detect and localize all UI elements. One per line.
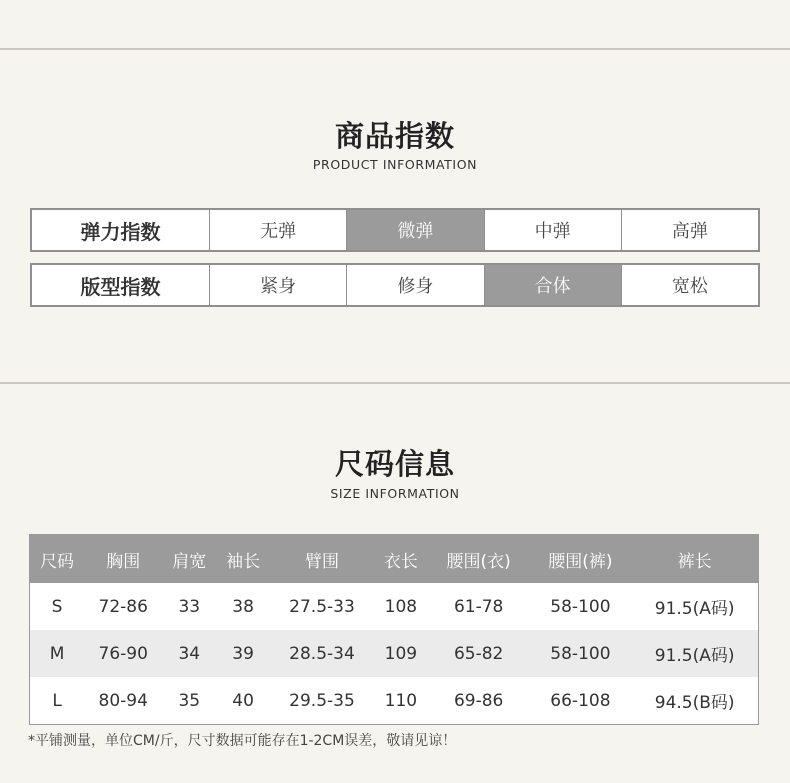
product-index-subtitle: PRODUCT INFORMATION: [312, 157, 478, 172]
size-info-title: 尺码信息: [334, 447, 455, 481]
fit-option-slim: 修身: [347, 265, 484, 305]
table-cell: 72-86: [84, 583, 162, 630]
table-cell: 39: [216, 630, 270, 677]
top-divider: [0, 48, 790, 50]
table-cell: 69-86: [428, 677, 530, 725]
header-length: 衣长: [374, 535, 428, 584]
elasticity-index-row: [30, 208, 760, 252]
table-cell: 66-108: [530, 677, 632, 725]
table-cell: 94.5(B码): [631, 677, 758, 725]
table-cell: 91.5(A码): [631, 630, 758, 677]
size-table-header-row: [30, 535, 759, 584]
table-row: [30, 583, 759, 630]
table-cell: 65-82: [428, 630, 530, 677]
table-cell: 28.5-34: [270, 630, 374, 677]
table-cell: S: [30, 583, 85, 630]
table-cell: 34: [162, 630, 216, 677]
header-waist-top: 腰围(衣): [428, 535, 530, 584]
table-row: [30, 677, 759, 725]
table-cell: 29.5-35: [270, 677, 374, 725]
header-chest: 胸围: [84, 535, 162, 584]
fit-option-tight: 紧身: [210, 265, 347, 305]
elasticity-option-none: 无弹: [210, 210, 347, 250]
table-cell: 108: [374, 583, 428, 630]
table-cell: 33: [162, 583, 216, 630]
table-cell: L: [30, 677, 85, 725]
fit-index-row: [30, 263, 760, 307]
table-cell: 80-94: [84, 677, 162, 725]
measurement-note: *平铺测量，单位CM/斤，尺寸数据可能存在1-2CM误差，敬请见谅！: [28, 733, 457, 749]
elasticity-option-medium: 中弹: [485, 210, 622, 250]
table-cell: 110: [374, 677, 428, 725]
middle-divider: [0, 382, 790, 384]
size-table: [29, 534, 759, 725]
table-cell: 58-100: [530, 630, 632, 677]
elasticity-option-high: 高弹: [671, 221, 708, 242]
fit-option-regular: 合体: [485, 265, 622, 305]
table-row: [30, 630, 759, 677]
header-arm: 臂围: [270, 535, 374, 584]
header-size: 尺码: [30, 535, 85, 584]
fit-index-label: 版型指数: [32, 265, 210, 305]
table-cell: 61-78: [428, 583, 530, 630]
table-cell: 91.5(A码): [631, 583, 758, 630]
table-cell: 58-100: [530, 583, 632, 630]
fit-option-loose: 宽松: [671, 276, 708, 297]
table-cell: 76-90: [84, 630, 162, 677]
table-cell: 109: [374, 630, 428, 677]
elasticity-option-slight: 微弹: [347, 210, 484, 250]
table-cell: M: [30, 630, 85, 677]
table-cell: 27.5-33: [270, 583, 374, 630]
table-cell: 35: [162, 677, 216, 725]
header-sleeve: 袖长: [216, 535, 270, 584]
elasticity-index-label: 弹力指数: [32, 210, 210, 250]
header-waist-pants: 腰围(裤): [530, 535, 632, 584]
table-cell: 38: [216, 583, 270, 630]
header-pants-length: 裤长: [631, 535, 758, 584]
product-index-title: 商品指数: [334, 119, 455, 153]
size-info-subtitle: SIZE INFORMATION: [330, 486, 460, 501]
header-shoulder: 肩宽: [162, 535, 216, 584]
table-cell: 40: [216, 677, 270, 725]
